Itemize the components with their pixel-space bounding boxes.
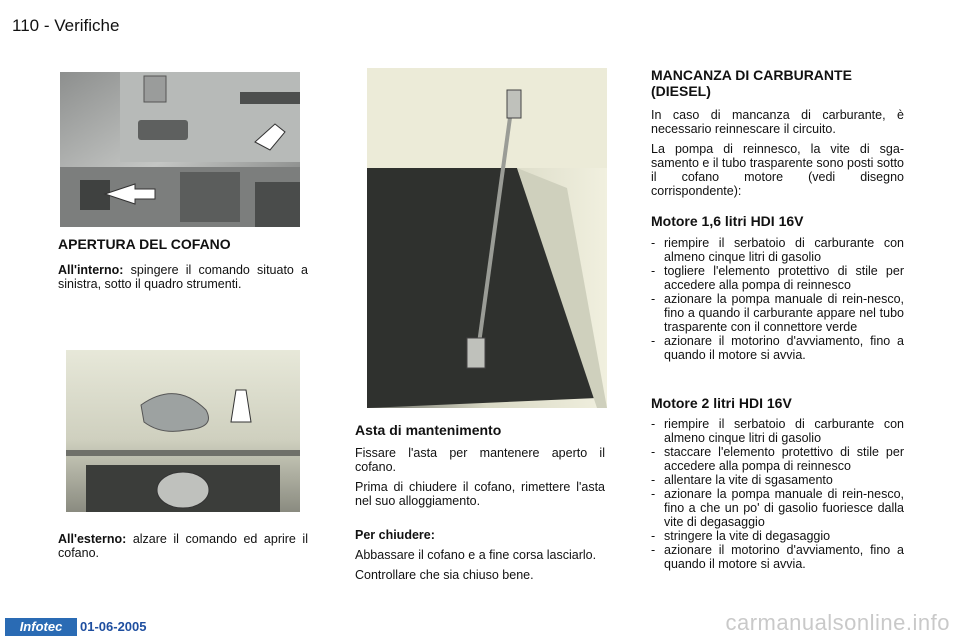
prop-rod-p2: Prima di chiudere il cofano, rimettere l'asta nel suo alloggiamento.	[355, 480, 605, 508]
prop-rod-heading: Asta di mantenimento	[355, 422, 502, 438]
engine-16-heading: Motore 1,6 litri HDI 16V	[651, 213, 804, 229]
list-item: - stringere la vite di degasaggio	[651, 529, 904, 543]
hood-release-exterior-photo	[66, 350, 300, 512]
prop-rod-p3: Abbassare il cofano e a fine corsa lasciarlo.	[355, 548, 597, 562]
fuel-shortage-heading: MANCANZA DI CARBURANTE (DIESEL)	[651, 67, 852, 99]
fuel-intro-p2: La pompa di reinnesco, la vite di sga-samento e il tubo trasparente sono posti sotto il cofano motore (vedi disegno corrispondente):	[651, 142, 904, 198]
interior-label: All'interno:	[58, 263, 124, 277]
prop-rod-p1: Fissare l'asta per mantenere aperto il cofano.	[355, 446, 605, 474]
list-item: - azionare la pompa manuale di rein-nesco, fino a quando il carburante appare nel tubo trasparente con il connettore verde	[651, 292, 904, 334]
hood-opening-heading: APERTURA DEL COFANO	[58, 236, 231, 252]
list-item: - azionare la pompa manuale di rein-nesco, fino a che un po' di gasolio fuoriesce dalla vite di degasaggio	[651, 487, 904, 529]
interior-instruction	[58, 263, 308, 291]
hood-prop-rod-photo	[367, 68, 607, 408]
list-item: - azionare il motorino d'avviamento, fino a quando il motore si avvia.	[651, 543, 904, 571]
engine-20-steps	[651, 417, 904, 571]
fuel-intro-p1: In caso di mancanza di carburante, è necessario reinnescare il circuito.	[651, 108, 904, 136]
watermark: carmanualsonline.info	[725, 610, 950, 635]
hood-release-interior-photo	[60, 72, 300, 227]
list-item: - allentare la vite di sgasamento	[651, 473, 904, 487]
list-item: - staccare l'elemento protettivo di stile per accedere alla pompa di reinnesco	[651, 445, 904, 473]
list-item: - togliere l'elemento protettivo di stile per accedere alla pompa di reinnesco	[651, 264, 904, 292]
list-item: - riempire il serbatoio di carburante con almeno cinque litri di gasolio	[651, 236, 904, 264]
close-label: Per chiudere:	[355, 528, 435, 542]
exterior-text: alzare il comando ed aprire il cofano.	[58, 532, 308, 560]
prop-rod-p4: Controllare che sia chiuso bene.	[355, 568, 534, 582]
footer-date: 01-06-2005	[80, 619, 147, 634]
engine-16-steps	[651, 236, 904, 362]
prop-rod-text	[355, 446, 605, 588]
engine-20-heading: Motore 2 litri HDI 16V	[651, 395, 792, 411]
interior-text: spingere il comando situato a sinistra, sotto il quadro strumenti.	[58, 263, 308, 291]
exterior-instruction	[58, 532, 308, 560]
list-item: - riempire il serbatoio di carburante con almeno cinque litri di gasolio	[651, 417, 904, 445]
page-title: 110 - Verifiche	[12, 16, 120, 35]
fuel-intro	[651, 108, 904, 204]
infotec-logo: Infotec	[5, 618, 77, 636]
exterior-label: All'esterno:	[58, 532, 127, 546]
list-item: - azionare il motorino d'avviamento, fino a quando il motore si avvia.	[651, 334, 904, 362]
